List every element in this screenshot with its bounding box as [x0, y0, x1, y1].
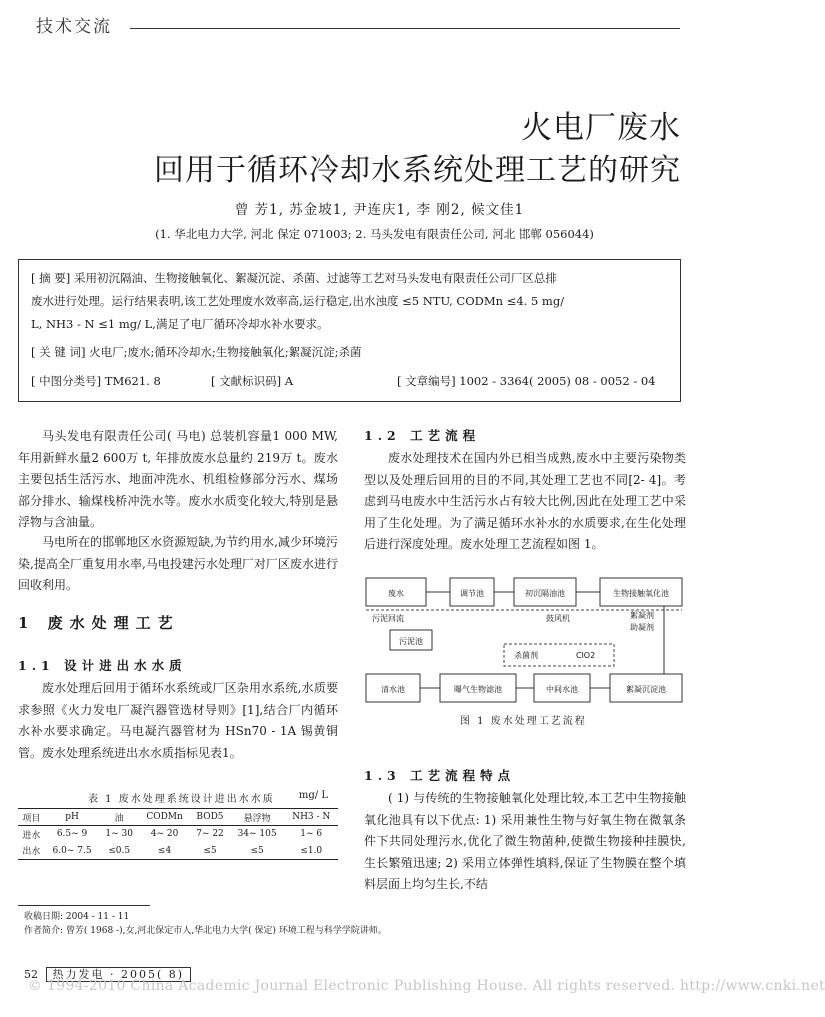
abstract-line-3: L, NH3 - N ≤1 mg/ L,满足了电厂循环冷却水补水要求。 [31, 317, 329, 331]
table-cell: 6.0~ 7.5 [52, 845, 92, 856]
article-id: [ 文章编号] 1002 - 3364( 2005) 08 - 0052 - 04 [397, 374, 656, 388]
table-cell: 1~ 30 [105, 829, 133, 840]
table-cell: 7~ 22 [196, 829, 224, 840]
authors: 曾 芳1, 苏金坡1, 尹连庆1, 李 刚2, 候文佳1 [234, 202, 525, 218]
table-header-cell: CODMn [146, 812, 183, 822]
figure-caption: 图 1 废水处理工艺流程 [460, 716, 587, 727]
left-paragraph-3: 废水处理后回用于循环水系统或厂区杂用水系统,水质要求参照《火力发电厂凝汽器管选材导则》[1],结合厂内循环水补水要求确定。马电凝汽器管材为 HSn70 - 1A 锡黄铜管。废水处理系统进出水水质指标见表1。 [18, 681, 338, 760]
table-header-row [18, 809, 338, 826]
label-oil-separation: 初沉隔油池 [525, 589, 565, 598]
label-coagulant-aid: 助凝剂 [630, 623, 654, 632]
journal-name: 热力发电 · 2005( 8) [46, 967, 192, 982]
heading-1-2: 1.2 工艺流程 [364, 428, 481, 443]
title-line-2: 回用于循环冷却水系统处理工艺的研究 [154, 153, 681, 188]
table-header-cell: NH3 - N [292, 812, 331, 822]
label-blower: 鼓风机 [546, 614, 570, 623]
abstract-line-1: [ 摘 要] 采用初沉隔油、生物接触氧化、絮凝沉淀、杀菌、过滤等工艺对马头发电有限责任公司厂区总排 [31, 271, 557, 285]
affiliation: (1. 华北电力大学, 河北 保定 071003; 2. 马头发电有限责任公司, 河北 邯郸 056044) [155, 227, 594, 241]
label-sludge-tank: 污泥池 [399, 637, 423, 646]
right-paragraph-2: ( 1) 与传统的生物接触氧化处理比较,本工艺中生物接触氧化池具有以下优点: 1) 采用兼性生物与好氧生物在微氧条件下共同处理污水,优化了微生物菌种,使微生物接种挂膜快,生长繁殖迅速; 2) 采用立体弹性填料,保证了生物膜在整个填料层面上均匀生长,不结 [364, 791, 686, 892]
table-header-cell: BOD5 [196, 812, 224, 822]
clc-number: [ 中图分类号] TM621. 8 [31, 374, 161, 388]
table-header-cell: 悬浮物 [243, 813, 271, 824]
table-cell: ≤4 [157, 845, 172, 856]
abstract-line-2: 废水进行处理。运行结果表明,该工艺处理废水效率高,运行稳定,出水浊度 ≤5 NTU, CODMn ≤4. 5 mg/ [31, 294, 565, 308]
label-wastewater: 废水 [388, 589, 404, 598]
table-cell: 4~ 20 [150, 829, 179, 840]
label-bio-oxidation: 生物接触氧化池 [613, 589, 669, 598]
heading-1: 1 废水处理工艺 [18, 614, 180, 632]
right-paragraph-1: 废水处理技术在国内外已相当成熟,废水中主要污染物类型以及处理后回用的目的不同,其处理工艺也不同[2- 4]。考虑到马电废水中生活污水占有较大比例,因此在处理工艺中采用了生化处理。为了满足循环水补水的水质要求,在生化处理后进行深度处理。废水处理工艺流程如图 1。 [364, 451, 686, 552]
author-bio: 作者简介: 曾芳( 1968 -),女,河北保定市人,华北电力大学( 保定) 环境工程与科学学院讲师。 [24, 926, 387, 936]
left-paragraph-1: 马头发电有限责任公司( 马电) 总装机容量1 000 MW, 年用新鲜水量2 600万 t, 年排放废水总量约 219万 t。废水主要包括生活污水、地面冲洗水、机组检修部分污水、煤场部分排水、输煤栈桥冲洗水等。废水水质变化较大,特别是悬浮物与含油量。 [18, 429, 338, 530]
table-header-cell: 油 [114, 813, 124, 824]
table-row [18, 843, 338, 860]
label-equalization: 调节池 [460, 589, 484, 598]
label-clear-water: 清水池 [381, 685, 405, 694]
table-cell: ≤5 [203, 845, 217, 856]
table-cell: 6.5~ 9 [56, 829, 88, 840]
table-caption-row [18, 790, 338, 808]
table-cell: 进水 [22, 830, 41, 841]
table-header-cell: 项目 [22, 813, 41, 824]
table-cell: 1~ 6 [300, 829, 323, 840]
table-cell: 34~ 105 [237, 829, 277, 840]
label-clo2: ClO2 [576, 651, 596, 660]
left-paragraph-2: 马电所在的邯郸地区水资源短缺,为节约用水,减少环境污染,提高全厂重复用水率,马电投建污水处理厂对厂区废水进行回收利用。 [18, 535, 338, 593]
heading-1-1: 1.1 设计进出水水质 [18, 658, 187, 673]
label-flocculant: 絮凝剂 [630, 611, 654, 620]
copyright-watermark: © 1994-2010 China Academic Journal Electronic Publishing House. All rights reserved. http://www.cnki.net [28, 978, 825, 994]
label-disinfectant: 杀菌剂 [514, 651, 538, 660]
header-rule [130, 28, 680, 29]
title-line-1: 火电厂废水 [521, 110, 681, 146]
document-code: [ 文献标识码] A [211, 374, 294, 388]
keywords: [ 关 键 词] 火电厂;废水;循环冷却水;生物接触氧化;絮凝沉淀;杀菌 [31, 345, 362, 359]
table-cell: ≤5 [250, 845, 264, 856]
label-baf: 曝气生物滤池 [454, 685, 502, 694]
table-cell: 出水 [22, 847, 41, 858]
label-intermediate: 中间水池 [546, 685, 578, 694]
page-number: 52 [24, 968, 38, 981]
table-unit: mg/ L [298, 790, 328, 801]
section-header: 技术交流 [36, 17, 112, 37]
footnote-rule [18, 905, 150, 906]
abstract-box [18, 259, 681, 402]
table-cell: ≤1.0 [300, 845, 323, 856]
table-cell: ≤0.5 [108, 845, 131, 856]
table-body [18, 808, 338, 860]
process-flow-diagram [364, 574, 685, 712]
table-caption: 表 1 废水处理系统设计进出水水质 [88, 794, 275, 805]
table-header-cell: pH [65, 812, 79, 822]
label-sludge-return: 污泥回流 [372, 614, 404, 623]
table-1 [18, 790, 338, 860]
heading-1-3: 1.3 工艺流程特点 [364, 768, 516, 783]
table-row [18, 826, 338, 843]
received-date: 收稿日期: 2004 - 11 - 11 [24, 912, 130, 922]
label-coag-settling: 絮凝沉淀池 [626, 685, 666, 694]
